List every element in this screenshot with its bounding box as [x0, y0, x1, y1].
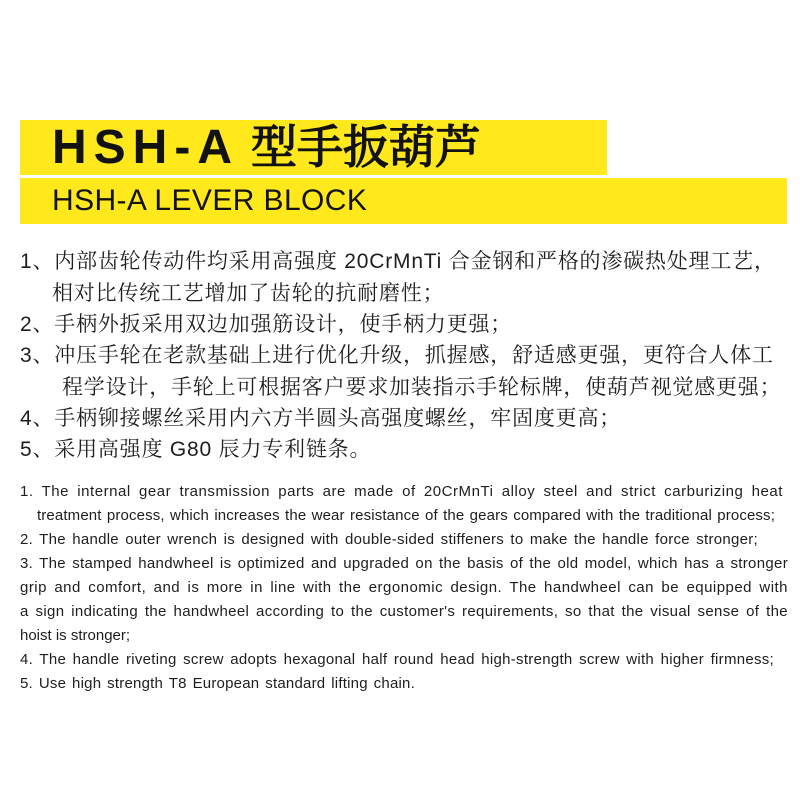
- feature-line: 5. Use high strength T8 European standard lifting chain.: [20, 675, 415, 692]
- feature-line: 程学设计，手轮上可根据客户要求加装指示手轮标牌，使葫芦视觉感更强；: [62, 375, 782, 399]
- feature-line: treatment process, which increases the wear resistance of the gears compared with the traditional process;: [37, 507, 775, 524]
- feature-item-cn-4: [20, 403, 790, 434]
- feature-item-en-4: [20, 648, 790, 672]
- feature-line: 2、手柄外扳采用双边加强筋设计，使手柄力更强；: [20, 312, 513, 336]
- feature-item-cn-1: [20, 246, 790, 309]
- title-model-code: HSH-A: [52, 121, 239, 174]
- feature-line: 相对比传统工艺增加了齿轮的抗耐磨性；: [52, 281, 445, 305]
- feature-item-en-3: [20, 552, 790, 648]
- feature-line: 4、手柄铆接螺丝采用内六方半圆头高强度螺丝，牢固度更高；: [20, 406, 622, 430]
- title-product-name: 型手扳葫芦: [251, 121, 481, 173]
- feature-line: 3. The stamped handwheel is optimized and upgraded on the basis of the old model, which has a stronger: [20, 555, 789, 572]
- feature-item-en-5: [20, 672, 790, 696]
- subtitle-text: HSH-A LEVER BLOCK: [52, 184, 368, 217]
- feature-item-cn-5: [20, 434, 790, 465]
- subtitle-banner: [20, 178, 787, 224]
- feature-item-cn-3: [20, 340, 790, 403]
- feature-line: 2. The handle outer wrench is designed with double-sided stiffeners to make the handle force stronger;: [20, 531, 758, 548]
- feature-line: grip and comfort, and is more in line with the ergonomic design. The handwheel can be equipped with: [20, 579, 788, 596]
- feature-line: 5、采用高强度 G80 辰力专利链条。: [20, 438, 372, 462]
- feature-line: a sign indicating the handwheel according to the customer's requirements, so that the visual sense of the: [20, 603, 788, 620]
- feature-item-en-2: [20, 528, 790, 552]
- feature-line: 4. The handle riveting screw adopts hexagonal half round head high-strength screw with higher firmness;: [20, 651, 775, 668]
- feature-line: hoist is stronger;: [20, 627, 131, 644]
- feature-item-en-1: [20, 480, 790, 528]
- feature-line: 1. The internal gear transmission parts are made of 20CrMnTi alloy steel and strict carburizing heat: [20, 483, 783, 500]
- feature-item-cn-2: [20, 309, 790, 340]
- feature-list-english: [20, 480, 790, 696]
- feature-list-chinese: [20, 246, 790, 465]
- feature-line: 1、内部齿轮传动件均采用高强度 20CrMnTi 合金钢和严格的渗碳热处理工艺，: [20, 250, 776, 274]
- title-banner: [20, 120, 607, 175]
- feature-line: 3、冲压手轮在老款基础上进行优化升级，抓握感，舒适感更强，更符合人体工: [20, 344, 774, 368]
